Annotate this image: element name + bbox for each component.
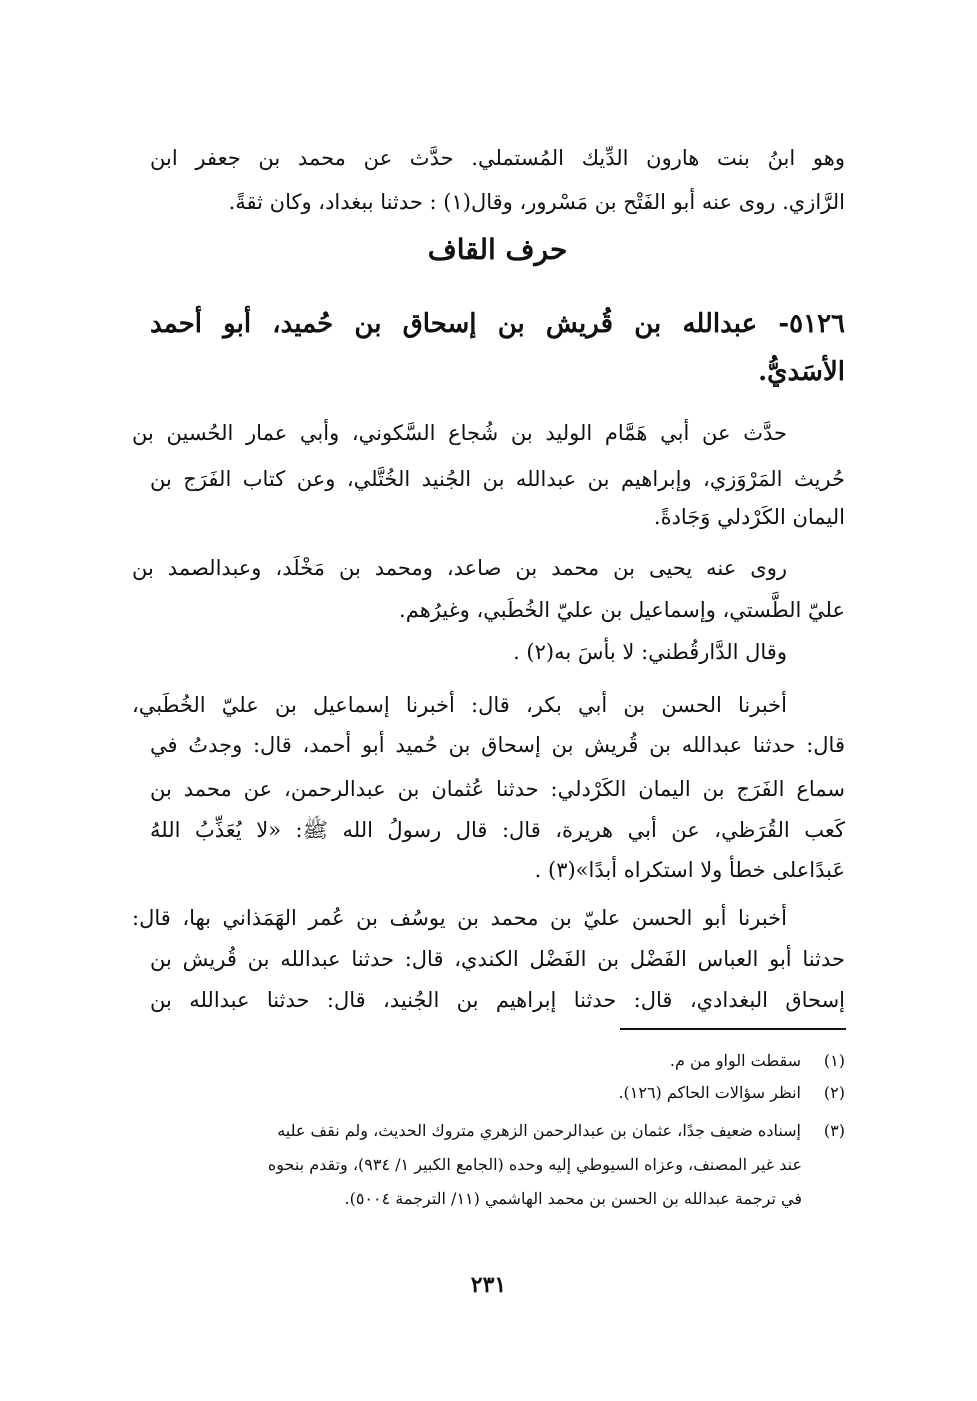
footnote: [130, 1077, 845, 1109]
body-line: وقال الدَّارقُطني: لا بأسَ به(٢) .: [513, 640, 787, 664]
footnote-text: سقطت الواو من م.: [669, 1051, 801, 1070]
footnote-number: (٣): [823, 1121, 845, 1140]
footnote-number: (١): [823, 1051, 845, 1070]
body-line: عَبدًاعلى خطأ ولا استكراه أبدًا»(٣) .: [534, 858, 845, 882]
footnote-separator: [620, 1028, 846, 1030]
footnote-text: انظر سؤالات الحاكم (١٢٦).: [618, 1083, 801, 1102]
body-line: سماع الفَرَج بن اليمان الكَرْدلي: حدثنا عُثمان بن عبدالرحمن، عن محمد بن: [150, 777, 845, 801]
intro-line: الرَّازي. روى عنه أبو الفَتْح بن مَسْرور، وقال(١) : حدثنا ببغداد، وكان ثقةً.: [228, 190, 845, 214]
footnote-number: (٢): [823, 1083, 845, 1102]
footnote: [130, 1045, 845, 1077]
page-number: ٢٣١: [470, 1272, 507, 1298]
body-line: عليّ الطَّستي، وإسماعيل بن عليّ الخُطَبي، وغيرُهم.: [399, 598, 845, 622]
footnote: [130, 1115, 845, 1147]
body-line: كَعب القُرَظي، عن أبي هريرة، قال: قال رسولُ الله ﷺ: «لا يُعَذِّبُ اللهُ: [150, 818, 845, 842]
intro-line: وهو ابنُ بنت هارون الدِّيك المُستملي. حدَّث عن محمد بن جعفر ابن: [150, 146, 845, 170]
body-line: حدَّث عن أبي هَمَّام الوليد بن شُجاع السَّكوني، وأبي عمار الحُسين بن: [132, 421, 787, 445]
body-line: أخبرنا أبو الحسن عليّ بن محمد بن يوسُف بن عُمر الهَمَذاني بها، قال:: [132, 906, 787, 930]
body-line: قال: حدثنا عبدالله بن قُريش بن إسحاق بن حُميد أبو أحمد، قال: وجدتُ في: [150, 733, 845, 757]
body-line: حُريث المَرْوَزي، وإبراهيم بن عبدالله بن الجُنيد الخُتَّلي، وعن كتاب الفَرَج بن: [150, 467, 845, 491]
footnote-text: إسناده ضعيف جدًا، عثمان بن عبدالرحمن الزهري متروك الحديث، ولم نقف عليه: [277, 1121, 801, 1140]
entry-title-line: ٥١٢٦- عبدالله بن قُريش بن إسحاق بن حُميد، أبو أحمد: [150, 309, 845, 339]
entry-title-line: الأسَديُّ.: [758, 357, 845, 387]
footnote-continuation: عند غير المصنف، وعزاه السيوطي إليه وحده (الجامع الكبير ١/ ٩٣٤)، وتقدم بنحوه: [267, 1155, 802, 1174]
footnote-continuation: في ترجمة عبدالله بن الحسن بن محمد الهاشمي (١١/ الترجمة ٥٠٠٤).: [344, 1189, 802, 1208]
body-line: أخبرنا الحسن بن أبي بكر، قال: أخبرنا إسماعيل بن عليّ الخُطَبي،: [132, 693, 787, 717]
body-line: روى عنه يحيى بن محمد بن صاعد، ومحمد بن مَخْلَد، وعبدالصمد بن: [132, 556, 787, 580]
body-line: اليمان الكَرْدلي وَجَادةً.: [653, 505, 845, 529]
body-line: حدثنا أبو العباس الفَضْل بن الفَضْل الكندي، قال: حدثنا عبدالله بن قُريش بن: [150, 947, 845, 971]
section-heading: حرف القاف: [427, 233, 568, 266]
body-line: إسحاق البغدادي، قال: حدثنا إبراهيم بن الجُنيد، قال: حدثنا عبدالله بن: [150, 988, 845, 1012]
